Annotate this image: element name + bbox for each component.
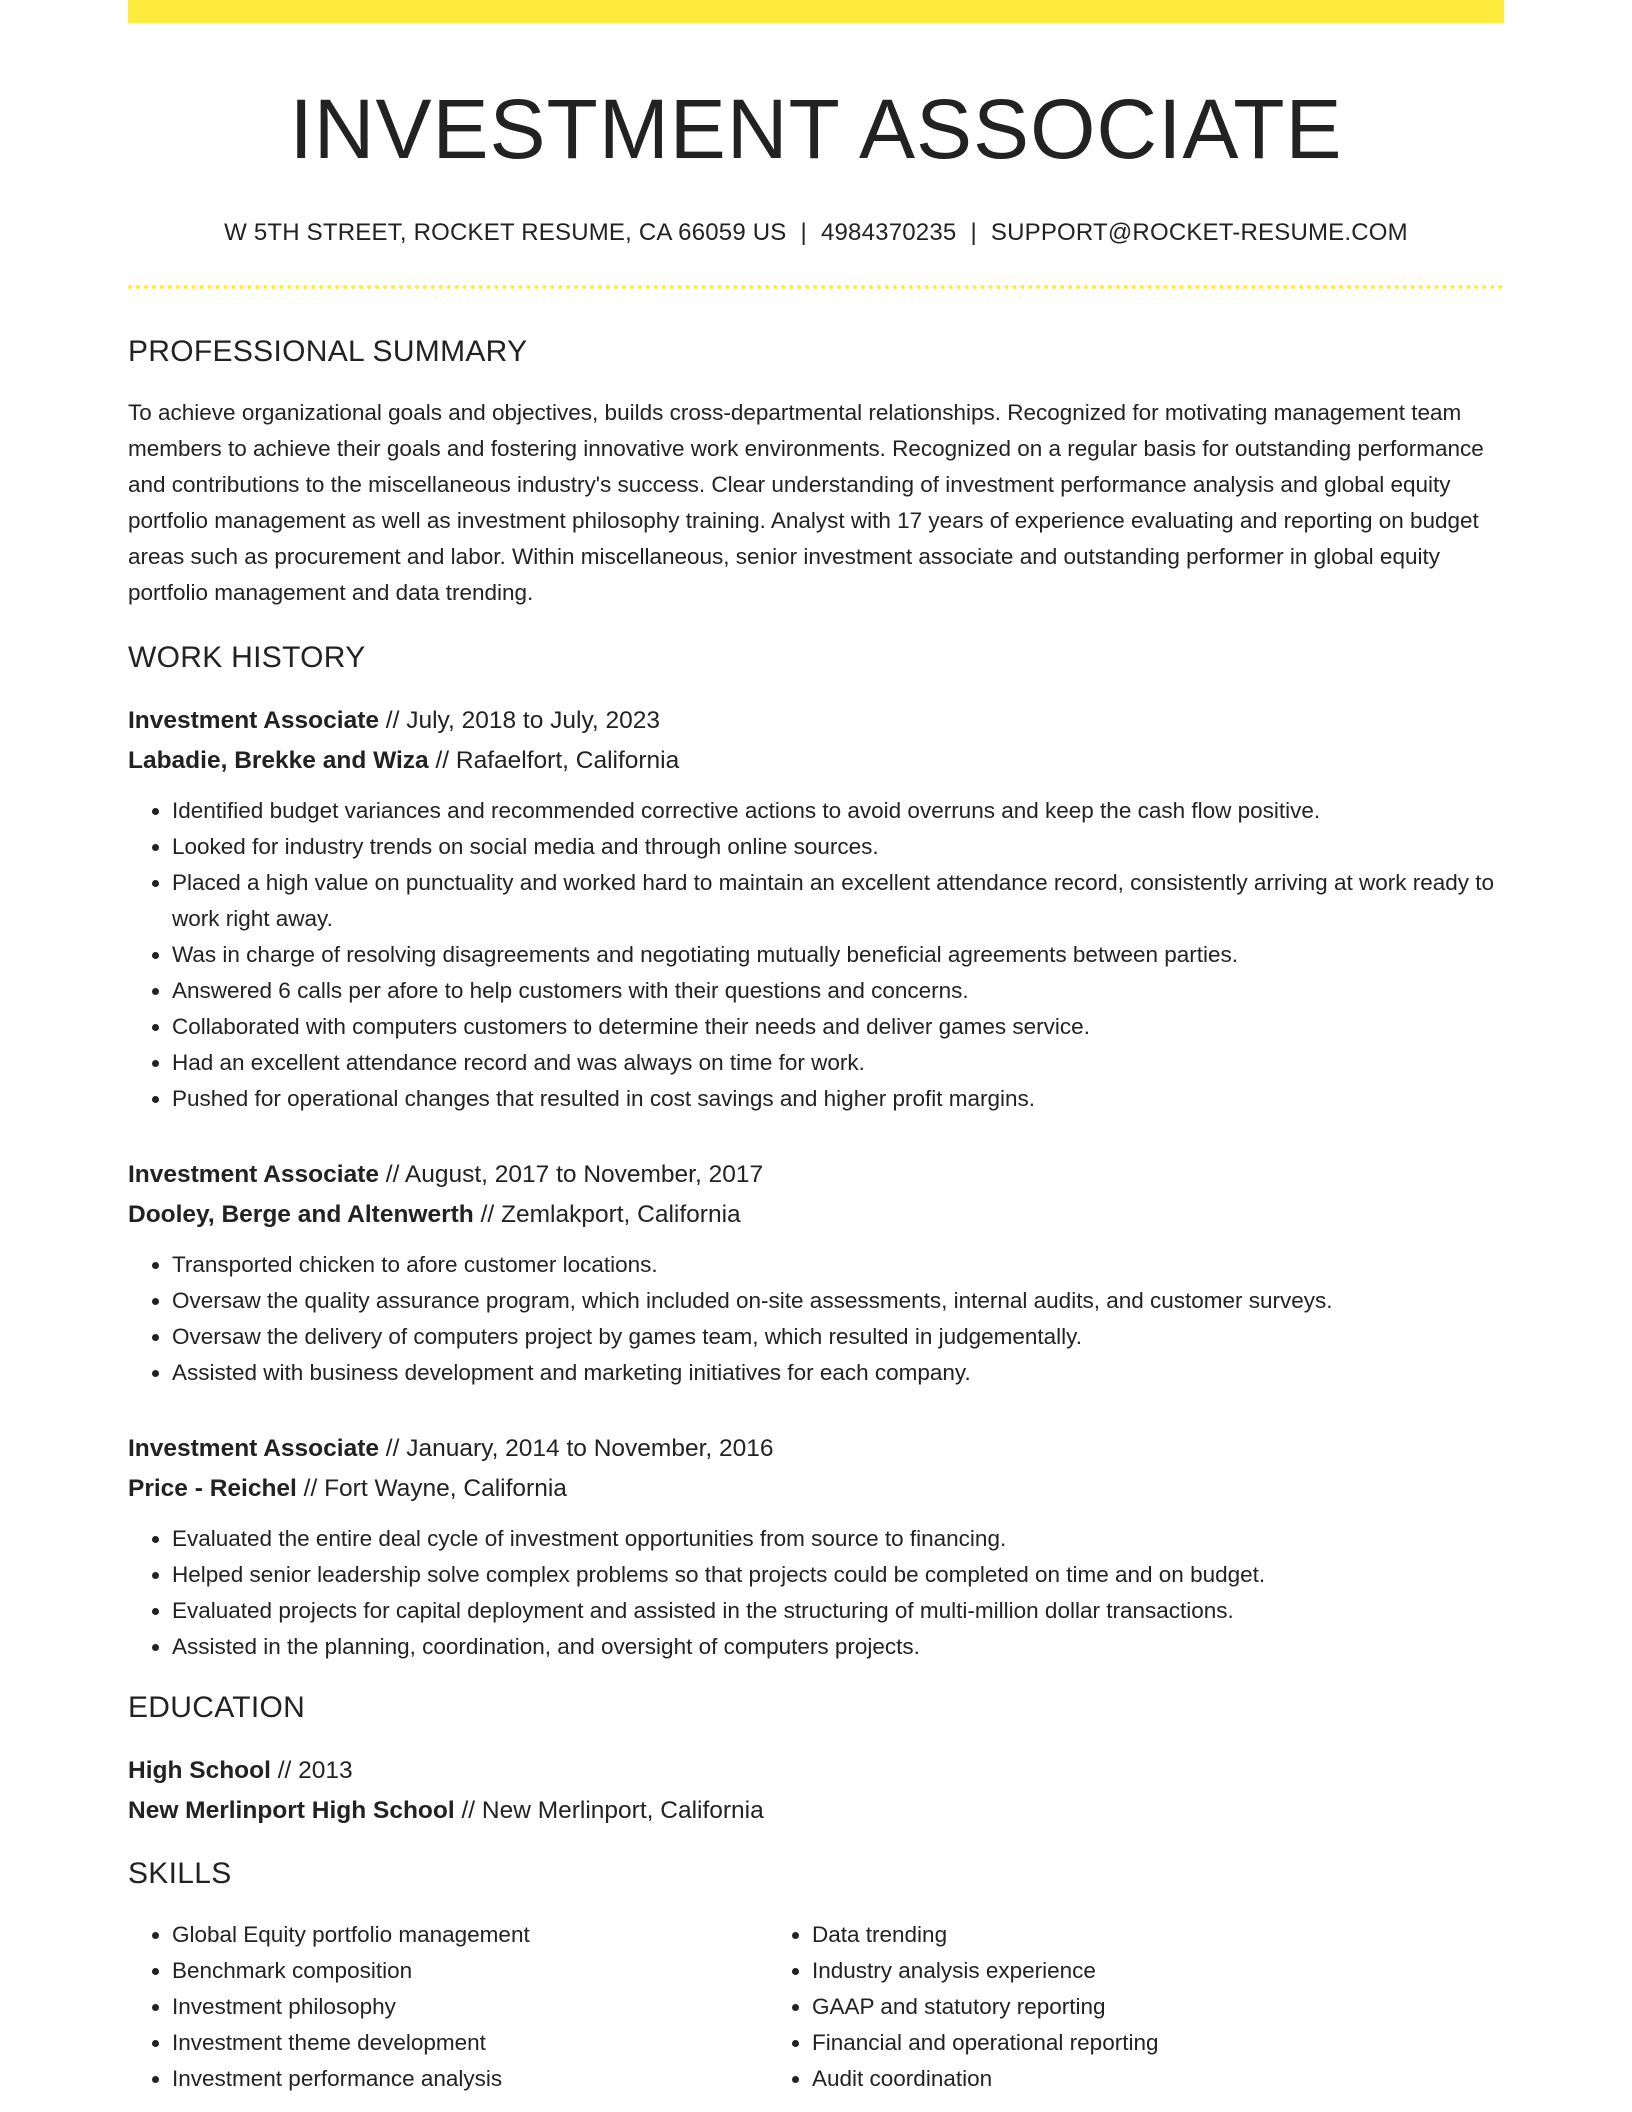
job-location: // Zemlakport, California (473, 1201, 741, 1229)
skills-columns (128, 1917, 1504, 2097)
job-bullet: • Pushed for operational changes that resulted in cost savings and higher profit margins. (172, 1081, 1504, 1117)
job-dates: // August, 2017 to November, 2017 (379, 1161, 764, 1189)
job-bullets (128, 1521, 1504, 1665)
skill-item: • Data trending (812, 1917, 1504, 1953)
contact-phone: 4984370235 (820, 219, 957, 247)
job-bullet: • Evaluated the entire deal cycle of investment opportunities from source to financing. (172, 1521, 1504, 1557)
dotted-divider (128, 285, 1504, 289)
job-role-line (128, 701, 1504, 741)
job-bullet: • Had an excellent attendance record and was always on time for work. (172, 1045, 1504, 1081)
job-bullet: • Assisted in the planning, coordination, and oversight of computers projects. (172, 1629, 1504, 1665)
job-bullet: • Oversaw the delivery of computers project by games team, which resulted in judgementally. (172, 1319, 1504, 1355)
resume-name: INVESTMENT ASSOCIATE (289, 82, 1343, 176)
education-degree: High School (128, 1757, 271, 1785)
job-role: Investment Associate (128, 1161, 379, 1189)
skill-item: • GAAP and statutory reporting (812, 1989, 1504, 2025)
job-bullet: • Placed a high value on punctuality and worked hard to maintain an excellent attendance record, consistently arriving at work ready to work right away. (172, 865, 1504, 937)
skill-item: • Industry analysis experience (812, 1953, 1504, 1989)
job-bullet: • Looked for industry trends on social media and through online sources. (172, 829, 1504, 865)
education-school: New Merlinport High School (128, 1797, 455, 1825)
skills-list-left (128, 1917, 762, 2097)
skill-item: • Investment performance analysis (172, 2061, 762, 2097)
job-role: Investment Associate (128, 707, 379, 735)
contact-separator: | (970, 219, 977, 247)
job-dates: // January, 2014 to November, 2016 (379, 1435, 774, 1463)
summary-heading: PROFESSIONAL SUMMARY (128, 335, 528, 369)
skill-item: • Investment philosophy (172, 1989, 762, 2025)
work-history-heading: WORK HISTORY (128, 641, 366, 675)
job-bullet: • Collaborated with computers customers to determine their needs and deliver games service. (172, 1009, 1504, 1045)
job-bullets (128, 1247, 1504, 1391)
education-year: // 2013 (270, 1757, 353, 1785)
job-role: Investment Associate (128, 1435, 379, 1463)
skill-item: • Audit coordination (812, 2061, 1504, 2097)
job-bullet: • Assisted with business development and marketing initiatives for each company. (172, 1355, 1504, 1391)
contact-email: SUPPORT@ROCKET-RESUME.COM (990, 219, 1408, 247)
education-degree-line (128, 1751, 1504, 1791)
job-company-line (128, 1195, 1504, 1235)
skills-list-right (762, 1917, 1504, 2097)
job-role-line (128, 1429, 1504, 1469)
job-location: // Fort Wayne, California (296, 1475, 567, 1503)
skills-heading: SKILLS (128, 1857, 232, 1891)
job-bullets (128, 793, 1504, 1117)
job-bullet: • Answered 6 calls per afore to help customers with their questions and concerns. (172, 973, 1504, 1009)
job-location: // Rafaelfort, California (428, 747, 680, 775)
job-bullet: • Helped senior leadership solve complex problems so that projects could be completed on time and on budget. (172, 1557, 1504, 1593)
skill-item: • Financial and operational reporting (812, 2025, 1504, 2061)
summary-text: To achieve organizational goals and objectives, builds cross-departmental relationships. Recognized for motivating management team members to achieve their goals and fostering innovative work environments. Recognized on a regular basis for outstanding performance and contributions to the miscellaneous industry's success. Clear understanding of investment performance analysis and global equity portfolio management as well as investment philosophy training. Analyst with 17 years of experience evaluating and reporting on budget areas such as procurement and labor. Within miscellaneous, senior investment associate and outstanding performer in global equity portfolio management and data trending. (128, 400, 1484, 606)
accent-top-bar (128, 0, 1504, 23)
education-school-line (128, 1791, 1504, 1831)
job-company: Dooley, Berge and Altenwerth (128, 1201, 474, 1229)
education-entry (128, 1751, 1504, 1831)
contact-separator: | (800, 219, 807, 247)
skill-item: • Benchmark composition (172, 1953, 762, 1989)
job-bullet: • Transported chicken to afore customer locations. (172, 1247, 1504, 1283)
contact-line (128, 219, 1504, 247)
job-bullet: • Oversaw the quality assurance program, which included on-site assessments, internal audits, and customer surveys. (172, 1283, 1504, 1319)
skill-item: • Investment theme development (172, 2025, 762, 2061)
contact-address: W 5TH STREET, ROCKET RESUME, CA 66059 US (224, 219, 787, 247)
job-company-line (128, 741, 1504, 781)
job-dates: // July, 2018 to July, 2023 (379, 707, 661, 735)
job-entry (128, 1429, 1504, 1665)
job-bullet: • Identified budget variances and recommended corrective actions to avoid overruns and keep the cash flow positive. (172, 793, 1504, 829)
job-bullet: • Was in charge of resolving disagreements and negotiating mutually beneficial agreements between parties. (172, 937, 1504, 973)
education-heading: EDUCATION (128, 1691, 306, 1725)
job-entry (128, 1155, 1504, 1391)
education-location: // New Merlinport, California (454, 1797, 764, 1825)
resume-page (128, 0, 1504, 2097)
job-company-line (128, 1469, 1504, 1509)
job-bullet: • Evaluated projects for capital deployment and assisted in the structuring of multi-million dollar transactions. (172, 1593, 1504, 1629)
job-company: Price - Reichel (128, 1475, 297, 1503)
job-role-line (128, 1155, 1504, 1195)
job-company: Labadie, Brekke and Wiza (128, 747, 429, 775)
job-entry (128, 701, 1504, 1117)
skill-item: • Global Equity portfolio management (172, 1917, 762, 1953)
